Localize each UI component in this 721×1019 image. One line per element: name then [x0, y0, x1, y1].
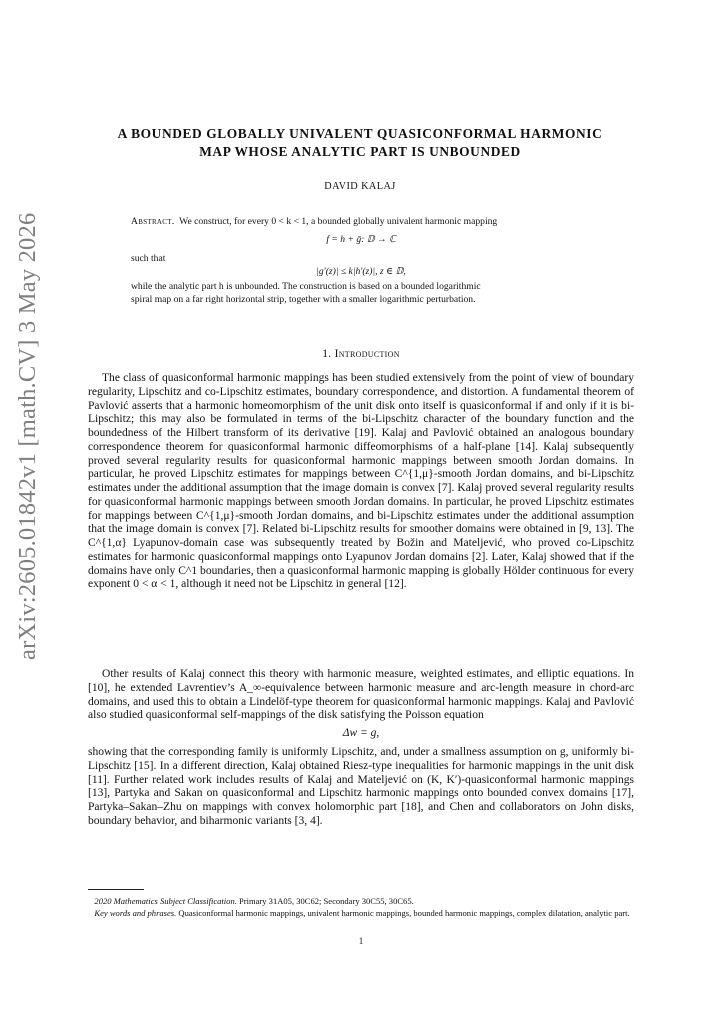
body-paragraph-2: [88, 668, 634, 723]
abstract-text-1: We construct, for every 0 < k < 1, a bounded globally univalent harmonic mapping: [179, 216, 498, 227]
paragraph-2-text: Other results of Kalaj connect this theory with harmonic measure, weighted estimates, and elliptic equations. In [10], he extended Lavrentiev’s A_∞-equivalence between harmonic measure and arc-length measure in chord-arc domains, and used this to obtain a Lindelöf-type theorem for quasiconformal harmonic mappings. Kalaj and Pavlović also studied quasiconformal self-mappings of the disk satisfying the Poisson equation: [88, 668, 634, 722]
abstract-label: Abstract.: [131, 216, 175, 227]
abstract-text-4: spiral map on a far right horizontal strip, together with a smaller logarithmic perturbation.: [131, 294, 476, 305]
abstract-equation-1: f = h + ḡ: 𝔻 → ℂ: [326, 234, 396, 245]
abstract-line-1: [131, 215, 591, 228]
poisson-equation: Δw = g,: [342, 727, 380, 739]
abstract-equation-2: |g′(z)| ≤ k|h′(z)|, z ∈ 𝔻,: [316, 266, 406, 277]
footnote-msc: [88, 896, 634, 908]
title-line-1: A BOUNDED GLOBALLY UNIVALENT QUASICONFORMAL HARMONIC: [117, 126, 603, 141]
footnote-keywords: [88, 908, 634, 920]
abstract-text-3: while the analytic part h is unbounded. The construction is based on a bounded logarithmic: [131, 281, 481, 292]
abstract-such-that: such that: [131, 253, 166, 264]
msc-text: Primary 31A05, 30C62; Secondary 30C55, 30C65.: [239, 896, 414, 906]
body-paragraph-1: [88, 372, 634, 592]
title-line-2: MAP WHOSE ANALYTIC PART IS UNBOUNDED: [199, 144, 521, 159]
footnote-rule: [88, 889, 144, 890]
keywords-text: Quasiconformal harmonic mappings, univalent harmonic mappings, bounded harmonic mappings, complex dilatation, analytic part.: [178, 908, 630, 918]
body-paragraph-3: [88, 746, 634, 829]
page-number: 1: [358, 936, 364, 946]
paragraph-3-text: showing that the corresponding family is uniformly Lipschitz, and, under a smallness assumption on g, uniformly bi-Lipschitz [15]. In a different direction, Kalaj obtained Riesz-type inequalities for harmonic mappings in the unit disk [11]. Further related work includes results of Kalaj and Mateljević on (K, K′)-quasiconformal harmonic mappings [13], Partyka and Sakan on quasiconformal and Lipschitz harmonic mappings onto bounded convex domains [17], Partyka–Sakan–Zhu on mappings with convex holomorphic part [18], and Chen and collaborators on John disks, boundary behavior, and biharmonic variants [3, 4].: [88, 746, 634, 827]
keywords-label: Key words and phrases.: [94, 908, 177, 918]
msc-label: 2020 Mathematics Subject Classification.: [94, 896, 237, 906]
paragraph-1-text: The class of quasiconformal harmonic mappings has been studied extensively from the point of view of boundary regularity, Lipschitz and co-Lipschitz estimates, boundary correspondence, and distortion. A fundamental theorem of Pavlović asserts that a harmonic homeomorphism of the unit disk onto itself is quasiconformal if and only if it is bi-Lipschitz; this may also be formulated in terms of the bi-Lipschitz character of the boundary function and the boundedness of the Hilbert transform of its derivative [19]. Kalaj and Pavlović obtained an analogous boundary correspondence theorem for quasiconformal harmonic diffeomorphisms of a half-plane [14]. Kalaj subsequently proved several regularity results for quasiconformal harmonic mappings between smooth Jordan domains. In particular, he proved Lipschitz estimates for mappings between C^{1,μ}-smooth Jordan domains, and bi-Lipschitz estimates under the additional assumption that the image domain is convex [7]. Kalaj proved several regularity results for quasiconformal harmonic mappings between smooth Jordan domains. In particular, he proved Lipschitz estimates for mappings between C^{1,μ}-smooth Jordan domains, and bi-Lipschitz estimates under the additional assumption that the image domain is convex [7]. Related bi-Lipschitz results for smoother domains were obtained in [9, 13]. The C^{1,α} Lyapunov-domain case was subsequently treated by Božin and Mateljević, who proved co-Lipschitz estimates for harmonic quasiconformal mappings onto Lyapunov Jordan domains [2]. Later, Kalaj showed that if the domains have only C^1 boundaries, then a quasiconformal harmonic mapping is globally Hölder continuous for every exponent 0 < α < 1, although it need not be Lipschitz in general [12].: [88, 372, 634, 591]
arxiv-identifier[interactable]: arXiv:2605.01842v1 [math.CV] 3 May 2026: [14, 212, 41, 660]
paper-title: [60, 125, 660, 161]
author-name: DAVID KALAJ: [324, 181, 396, 192]
section-heading: 1. Introduction: [322, 348, 400, 360]
